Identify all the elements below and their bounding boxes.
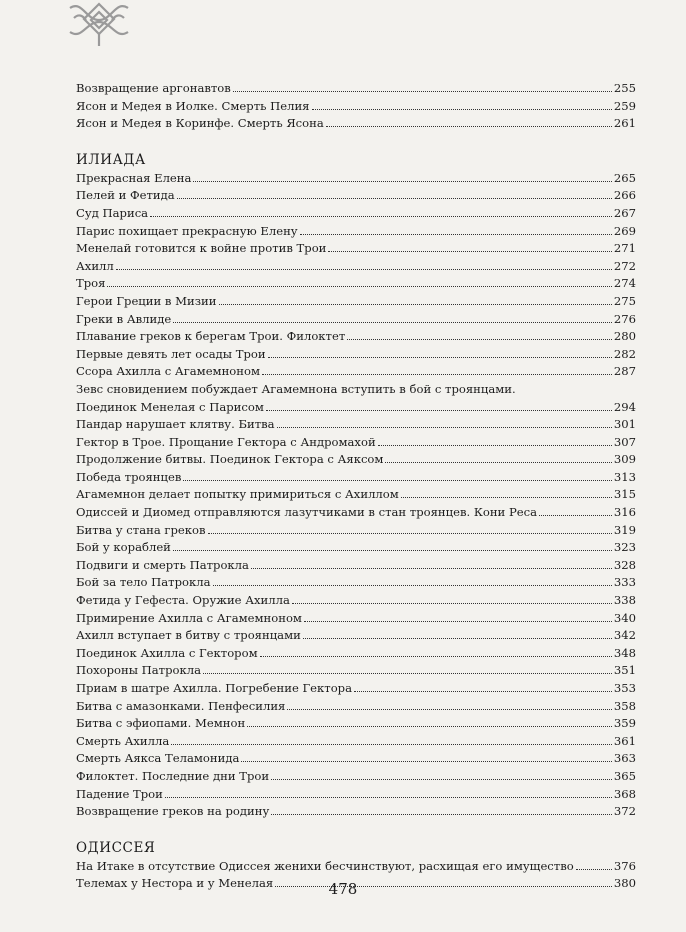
toc-entry — [76, 346, 636, 364]
toc-entry-page: 368 — [613, 786, 636, 801]
toc-dot-leader — [326, 126, 612, 127]
toc-entry-title: Возвращение греков на родину — [76, 804, 270, 819]
toc-dot-leader — [233, 91, 612, 92]
toc-entry — [76, 240, 636, 258]
toc-entry-title: Агамемнон делает попытку примириться с Ахиллом — [76, 487, 399, 502]
toc-entry — [76, 786, 636, 804]
section-heading: ИЛИАДА — [76, 151, 146, 168]
toc-dot-leader — [107, 286, 611, 287]
toc-entry — [76, 733, 636, 751]
toc-entry-page: 376 — [613, 858, 636, 873]
toc-dot-leader — [247, 726, 612, 727]
toc-entry-title: Битва с эфиопами. Мемнон — [76, 716, 246, 731]
toc-entry-title: Поединок Ахилла с Гектором — [76, 645, 258, 660]
toc-entry — [76, 434, 636, 452]
toc-entry-page: 275 — [613, 293, 636, 308]
toc-entry-page: 372 — [613, 804, 636, 819]
toc-entry-page: 282 — [613, 346, 636, 361]
toc-entry-page: 351 — [613, 663, 636, 678]
toc-entry — [76, 698, 636, 716]
toc-entry-title: Прекрасная Елена — [76, 170, 192, 185]
toc-entry-title: Ясон и Медея в Коринфе. Смерть Ясона — [76, 116, 324, 131]
toc-entry-title: Ясон и Медея в Иолке. Смерть Пелия — [76, 98, 310, 113]
table-of-contents — [76, 80, 636, 893]
toc-dot-leader — [171, 744, 612, 745]
toc-entry — [76, 469, 636, 487]
toc-entry — [76, 170, 636, 188]
toc-entry — [76, 539, 636, 557]
toc-entry-title: Греки в Авлиде — [76, 311, 172, 326]
toc-entry-page: 266 — [613, 188, 636, 203]
toc-entry — [76, 80, 636, 98]
toc-entry-title: Одиссей и Диомед отправляются лазутчиками в стан троянцев. Кони Реса — [76, 505, 538, 520]
toc-entry-page: 323 — [613, 540, 636, 555]
toc-entry-title: Герои Греции в Мизии — [76, 293, 217, 308]
page-number: 478 — [328, 880, 358, 898]
toc-dot-leader — [251, 568, 612, 569]
toc-entry-page: 353 — [613, 681, 636, 695]
toc-entry — [76, 715, 636, 733]
toc-entry — [76, 858, 636, 876]
celtic-knot-ornament-icon — [64, 0, 134, 46]
toc-dot-leader — [262, 374, 612, 375]
toc-entry — [76, 803, 636, 821]
toc-entry-title: Ссора Ахилла с Агамемноном — [76, 364, 261, 379]
toc-entry-page: 280 — [613, 329, 636, 344]
toc-entry-page: 340 — [613, 610, 636, 625]
toc-entry-page: 363 — [613, 751, 636, 766]
toc-entry — [76, 451, 636, 469]
toc-entry-page: 313 — [613, 469, 636, 484]
toc-dot-leader — [266, 410, 612, 411]
toc-dot-leader — [312, 109, 612, 110]
toc-entry-page: 319 — [613, 522, 636, 537]
toc-entry-page: 328 — [613, 557, 636, 572]
toc-entry-title: Бой за тело Патрокла — [76, 575, 211, 590]
toc-entry-title: Филоктет. Последние дни Трои — [76, 768, 270, 783]
toc-entry — [76, 557, 636, 575]
toc-entry — [76, 750, 636, 768]
toc-entry-title: Телемах у Нестора и у Менелая — [76, 876, 274, 891]
toc-entry-page: 358 — [613, 698, 636, 713]
toc-entry-page: 261 — [613, 116, 636, 131]
toc-entry-page: 333 — [613, 575, 636, 590]
toc-entry-title: Возвращение аргонавтов — [76, 81, 231, 95]
toc-entry-title: На Итаке в отсутствие Одиссея женихи бесчинствуют, расхищая его имущество — [76, 858, 574, 873]
toc-dot-leader — [292, 603, 612, 604]
toc-entry-page: 267 — [613, 205, 636, 220]
toc-entry-page: 359 — [613, 716, 636, 731]
toc-entry-title: Поединок Менелая с Парисом — [76, 399, 264, 414]
toc-dot-leader — [165, 797, 612, 798]
toc-entry-title: Суд Париса — [76, 205, 149, 220]
toc-entry — [76, 627, 636, 645]
toc-entry-page: 276 — [613, 311, 636, 326]
toc-dot-leader — [303, 638, 612, 639]
toc-entry-title: Смерть Ахилла — [76, 733, 170, 748]
toc-entry — [76, 574, 636, 592]
toc-entry-page: 315 — [613, 487, 636, 502]
toc-entry-title: Победа троянцев — [76, 469, 182, 484]
toc-entry-page: 307 — [613, 434, 636, 449]
toc-dot-leader — [241, 761, 611, 762]
toc-entry-title: Приам в шатре Ахилла. Погребение Гектора — [76, 681, 353, 695]
toc-entry-page: 294 — [613, 399, 636, 414]
toc-entry — [76, 311, 636, 329]
toc-entry — [76, 98, 636, 116]
toc-entry-title: Смерть Аякса Теламонида — [76, 751, 240, 766]
toc-dot-leader — [347, 339, 612, 340]
toc-entry — [76, 416, 636, 434]
toc-entry-title: Битва у стана греков — [76, 522, 206, 537]
toc-entry — [76, 115, 636, 133]
toc-entry-page: 348 — [613, 645, 636, 660]
toc-entry — [76, 187, 636, 205]
toc-entry-title: Похороны Патрокла — [76, 663, 202, 678]
toc-dot-leader — [328, 251, 611, 252]
toc-entry-title: Ахилл — [76, 258, 114, 273]
toc-entry — [76, 645, 636, 663]
toc-entry — [76, 662, 636, 680]
toc-entry-title: Падение Трои — [76, 786, 163, 801]
toc-dot-leader — [183, 480, 611, 481]
toc-entry-title: Ахилл вступает в битву с троянцами — [76, 628, 301, 643]
toc-entry-page: 259 — [613, 98, 636, 113]
toc-entry-title: Пандар нарушает клятву. Битва — [76, 417, 275, 432]
continued-entries — [76, 80, 636, 133]
toc-entry-page: 265 — [613, 170, 636, 185]
toc-entry — [76, 680, 636, 698]
toc-dot-leader — [213, 585, 612, 586]
toc-entry-page: 272 — [613, 258, 636, 273]
toc-entry-title: Бой у кораблей — [76, 540, 171, 555]
toc-dot-leader — [208, 533, 612, 534]
toc-dot-leader — [277, 427, 612, 428]
toc-entry — [76, 592, 636, 610]
toc-entry — [76, 293, 636, 311]
toc-entry-page: 342 — [613, 628, 636, 643]
toc-entry-page: 287 — [613, 364, 636, 379]
toc-dot-leader — [576, 869, 612, 870]
toc-dot-leader — [173, 550, 612, 551]
toc-entry-title: Гектор в Трое. Прощание Гектора с Андромахой — [76, 434, 376, 449]
toc-dot-leader — [287, 709, 611, 710]
toc-entry — [76, 399, 636, 417]
toc-entry — [76, 768, 636, 786]
toc-dot-leader — [150, 216, 612, 217]
toc-entry-title: Битва с амазонками. Пенфесилия — [76, 698, 286, 713]
toc-dot-leader — [271, 814, 612, 815]
toc-entry-page: 380 — [613, 876, 636, 891]
toc-entry — [76, 223, 636, 241]
toc-entry-page: 274 — [613, 276, 636, 291]
toc-entry — [76, 328, 636, 346]
toc-dot-leader — [271, 779, 612, 780]
toc-dot-leader — [193, 181, 611, 182]
toc-entry-title: Троя — [76, 276, 106, 291]
toc-entry — [76, 381, 636, 399]
toc-dot-leader — [378, 445, 612, 446]
toc-dot-leader — [300, 234, 612, 235]
toc-entry-title: Плавание греков к берегам Трои. Филоктет — [76, 329, 346, 344]
toc-entry-title: Примирение Ахилла с Агамемноном — [76, 610, 302, 625]
toc-entry-title: Фетида у Гефеста. Оружие Ахилла — [76, 593, 290, 608]
toc-dot-leader — [116, 269, 612, 270]
toc-dot-leader — [385, 462, 611, 463]
toc-entry — [76, 504, 636, 522]
toc-entry-page: 316 — [613, 505, 636, 520]
toc-dot-leader — [354, 691, 612, 692]
toc-entry-page: 301 — [613, 417, 636, 432]
section-heading: ОДИССЕЯ — [76, 839, 156, 856]
toc-entry-title: Подвиги и смерть Патрокла — [76, 557, 249, 572]
toc-dot-leader — [401, 497, 612, 498]
toc-entry — [76, 258, 636, 276]
toc-dot-leader — [177, 198, 612, 199]
toc-dot-leader — [268, 357, 612, 358]
toc-entry-page: 338 — [613, 593, 636, 608]
toc-entry-page: 309 — [613, 452, 636, 467]
toc-entry-page: 271 — [613, 241, 636, 256]
toc-entry — [76, 205, 636, 223]
toc-entry-page: 255 — [613, 81, 636, 95]
toc-entry — [76, 275, 636, 293]
toc-entry-page: 361 — [613, 733, 636, 748]
toc-entry — [76, 522, 636, 540]
toc-dot-leader — [539, 515, 612, 516]
toc-dot-leader — [304, 621, 612, 622]
toc-entry — [76, 363, 636, 381]
toc-entry-page: 365 — [613, 768, 636, 783]
toc-dot-leader — [203, 673, 612, 674]
toc-entry — [76, 610, 636, 628]
toc-dot-leader — [173, 322, 612, 323]
toc-entry-page: 269 — [613, 223, 636, 238]
toc-entry-title: Пелей и Фетида — [76, 188, 175, 203]
toc-entry — [76, 486, 636, 504]
toc-entry-title: Менелай готовится к войне против Трои — [76, 241, 327, 256]
toc-dot-leader — [219, 304, 612, 305]
toc-sections — [76, 151, 636, 893]
toc-dot-leader — [260, 656, 612, 657]
toc-entry-title: Продолжение битвы. Поединок Гектора с Аяксом — [76, 452, 384, 467]
toc-entry-title: Парис похищает прекрасную Елену — [76, 223, 298, 238]
toc-entry-title: Первые девять лет осады Трои — [76, 346, 266, 361]
toc-entry-title: Зевс сновидением побуждает Агамемнона вступить в бой с троянцами. — [76, 381, 516, 396]
